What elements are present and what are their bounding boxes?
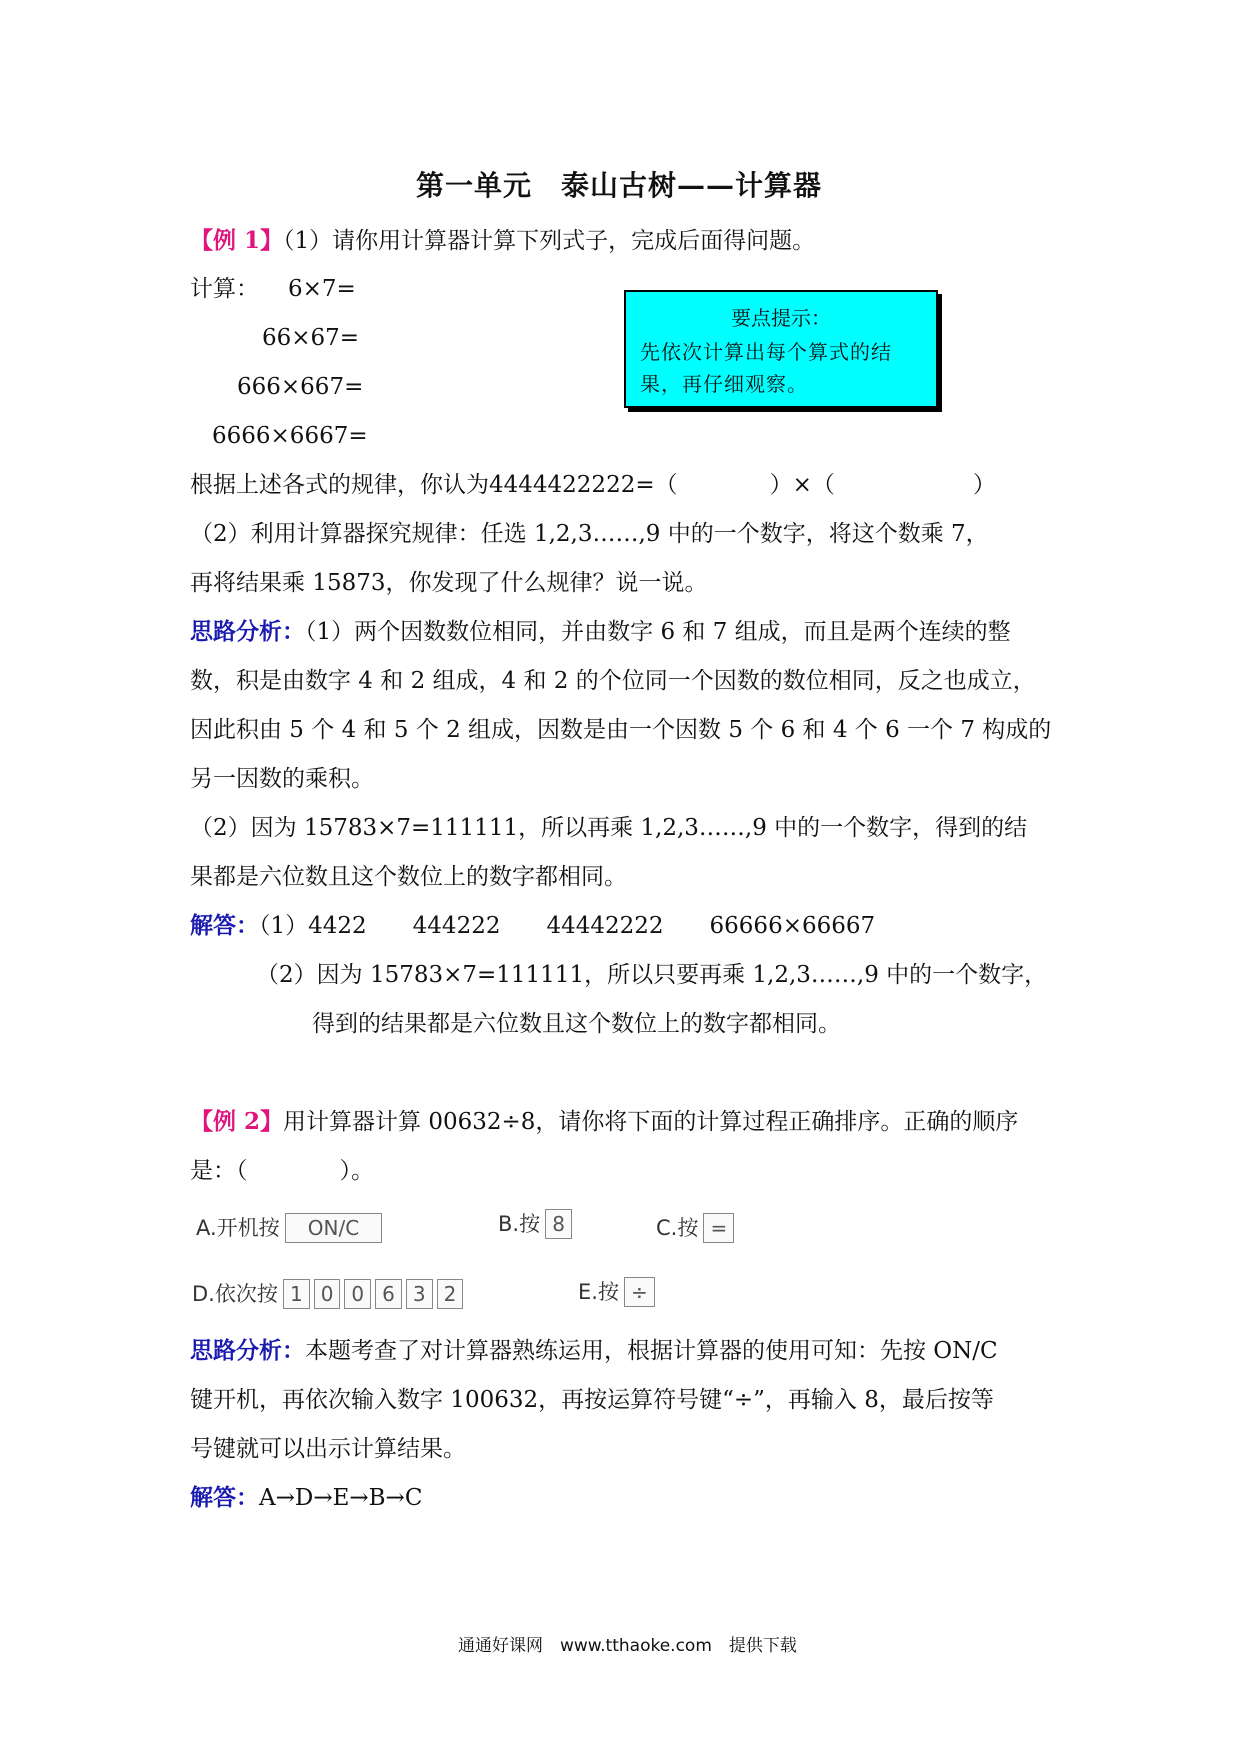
hint-box [624,290,938,408]
analysis1-line-2: 数，积是由数字 4 和 2 组成，4 和 2 的个位同一个因数的数位相同，反之也成立， [190,668,1036,694]
analysis1-line-5: （2）因为 15783×7=111111，所以再乘 1,2,3……,9 中的一个数字，得到的结 [190,815,1028,841]
calc-label: 计算： [190,276,259,302]
answer1-line-3: 得到的结果都是六位数且这个数位上的数字都相同。 [312,1011,841,1037]
digit-key: 1 [283,1279,310,1309]
digit-key: 0 [314,1279,341,1309]
part2-line-2: 再将结果乘 15873，你发现了什么规律？说一说。 [190,570,708,596]
answer1-text-1: （1）4422 444222 44442222 66666×66667 [259,913,876,939]
divide-key: ÷ [624,1277,655,1307]
analysis1-line-3: 因此积由 5 个 4 和 5 个 2 组成，因数是由一个因数 5 个 6 和 4 个 6 一个 7 构成的 [190,717,1052,743]
analysis1-text-1: （1）两个因数数位相同，并由数字 6 和 7 组成，而且是两个连续的整 [305,619,1011,645]
option-a-label: A.开机按 [196,1216,280,1240]
eight-key: 8 [545,1209,572,1239]
example2-line-2: 是：（ ）。 [190,1158,374,1184]
digit-key: 2 [437,1279,464,1309]
option-b-label: B.按 [498,1212,541,1236]
digit-key: 3 [406,1279,433,1309]
equation-4: 6666×6667= [212,423,368,449]
answer2-label: 解答： [190,1484,259,1511]
answer2-text: A→D→E→B→C [259,1485,423,1511]
analysis2-line-2: 键开机，再依次输入数字 100632，再按运算符号键“÷”，再输入 8，最后按等 [190,1387,994,1413]
analysis1-line-6: 果都是六位数且这个数位上的数字都相同。 [190,864,627,890]
example1-intro-line [190,226,815,256]
equation-3: 666×667= [237,374,364,400]
digit-key: 6 [375,1279,402,1309]
page-footer: 通通好课网 www.tthaoke.com 提供下载 [458,1636,797,1656]
answer1-line-2: （2）因为 15783×7=111111，所以只要再乘 1,2,3……,9 中的一个数字， [256,962,1048,988]
example1-tag: 【例 1】 [190,227,284,254]
option-e [578,1276,659,1307]
hint-body: 先依次计算出每个算式的结果，再仔细观察。 [640,340,892,396]
example2-tag: 【例 2】 [190,1108,284,1135]
option-d [192,1278,467,1309]
analysis1-line-1 [190,617,1011,647]
example1-intro: （1）请你用计算器计算下列式子，完成后面得问题。 [283,228,816,254]
part2-line-1: （2）利用计算器探究规律：任选 1,2,3……,9 中的一个数字，将这个数乘 7， [190,521,989,547]
analysis2-line-1 [190,1336,998,1366]
analysis1-label: 思路分析： [190,618,305,645]
analysis2-label: 思路分析： [190,1337,305,1364]
digit-key: 0 [344,1279,371,1309]
equation-1: 6×7= [288,276,356,302]
answer2-line [190,1483,422,1513]
hint-title: 要点提示： [731,306,831,330]
answer1-label: 解答： [190,912,259,939]
analysis2-line-3: 号键就可以出示计算结果。 [190,1436,466,1462]
equation-2: 66×67= [262,325,360,351]
analysis1-line-4: 另一因数的乘积。 [190,766,374,792]
example2-line-1 [190,1107,1018,1137]
equals-key: = [703,1213,734,1243]
page-title: 第一单元 泰山古树——计算器 [416,169,823,202]
option-e-label: E.按 [578,1280,619,1304]
analysis2-text-1: 本题考查了对计算器熟练运用，根据计算器的使用可知：先按 ON/C [305,1338,998,1364]
option-b [498,1208,576,1239]
answer1-line-1 [190,911,875,941]
option-a [196,1212,386,1243]
option-c-label: C.按 [656,1216,699,1240]
rule-question: 根据上述各式的规律，你认为4444422222=（ ）×（ ） [190,472,996,498]
option-d-label: D.依次按 [192,1282,278,1306]
example2-text-1: 用计算器计算 00632÷8，请你将下面的计算过程正确排序。正确的顺序 [283,1109,1019,1135]
option-c [656,1212,738,1243]
on-c-key: ON/C [285,1213,382,1243]
